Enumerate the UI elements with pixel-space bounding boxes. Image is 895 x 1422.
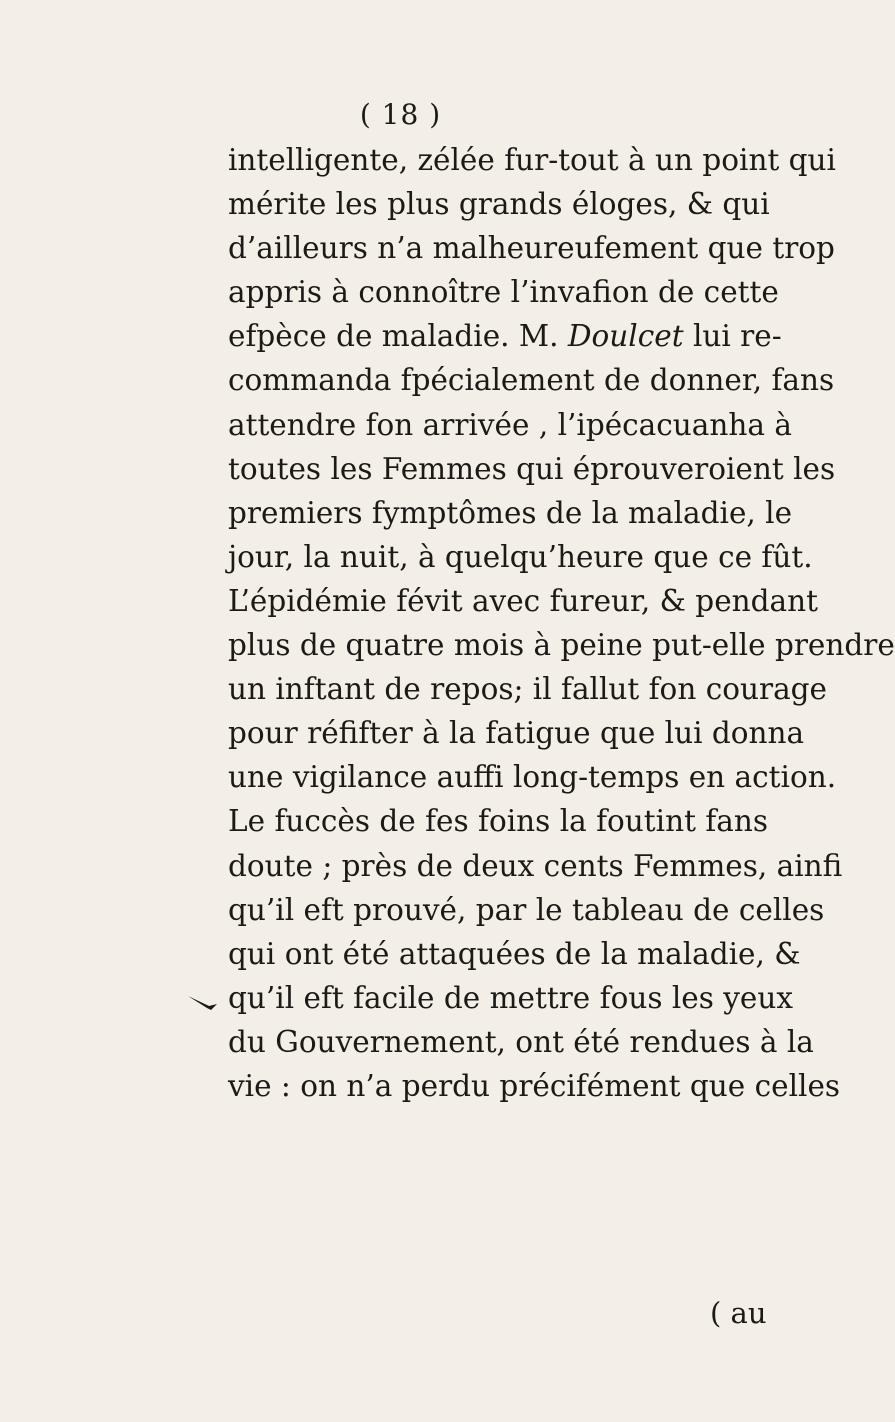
text-line: doute ; près de deux cents Femmes, ainfi [228, 848, 843, 883]
text-line: un inftant de repos; il fallut fon courage [228, 672, 828, 707]
text-line: qui ont été attaquées de la maladie, & [228, 936, 801, 971]
text-line: une vigilance auffi long-temps en action. [228, 760, 837, 795]
text-line: Le fuccès de fes foins la foutint fans [228, 804, 768, 839]
text-line: vie : on n’a perdu précifément que celles [228, 1068, 841, 1103]
text-line: du Gouvernement, ont été rendues à la [228, 1024, 814, 1059]
ink-mark-icon [187, 994, 219, 1012]
text-line: d’ailleurs n’a malheureufement que trop [228, 231, 835, 266]
catchword: ( au [710, 1296, 767, 1330]
text-line: mérite les plus grands éloges, & qui [228, 187, 770, 222]
text-line: plus de quatre mois à peine put-elle prendre [228, 628, 895, 663]
text-line: intelligente, zélée fur-tout à un point qui [228, 143, 836, 177]
text-line: commanda fpécialement de donner, fans [228, 363, 835, 398]
text-line: toutes les Femmes qui éprouveroient les [228, 451, 836, 486]
text-line: premiers fymptômes de la maladie, le [228, 495, 793, 530]
body-text [228, 138, 895, 1108]
text-line: attendre fon arrivée , l’ipécacuanha à [228, 407, 792, 442]
text-line: jour, la nuit, à quelqu’heure que ce fût. [228, 539, 813, 574]
page-number: ( 18 ) [359, 98, 442, 131]
text-line: appris à connoître l’invafion de cette [228, 275, 779, 310]
text-line: efpèce de maladie. M. Doulcet lui re- [228, 319, 782, 354]
text-line: qu’il eft facile de mettre fous les yeux [228, 980, 794, 1015]
text-line: L’épidémie févit avec fureur, & pendant [228, 583, 818, 618]
text-line: qu’il eft prouvé, par le tableau de celles [228, 892, 825, 927]
text-line: pour réfifter à la fatigue que lui donna [228, 716, 805, 751]
italic-name: Doulcet [567, 319, 684, 354]
